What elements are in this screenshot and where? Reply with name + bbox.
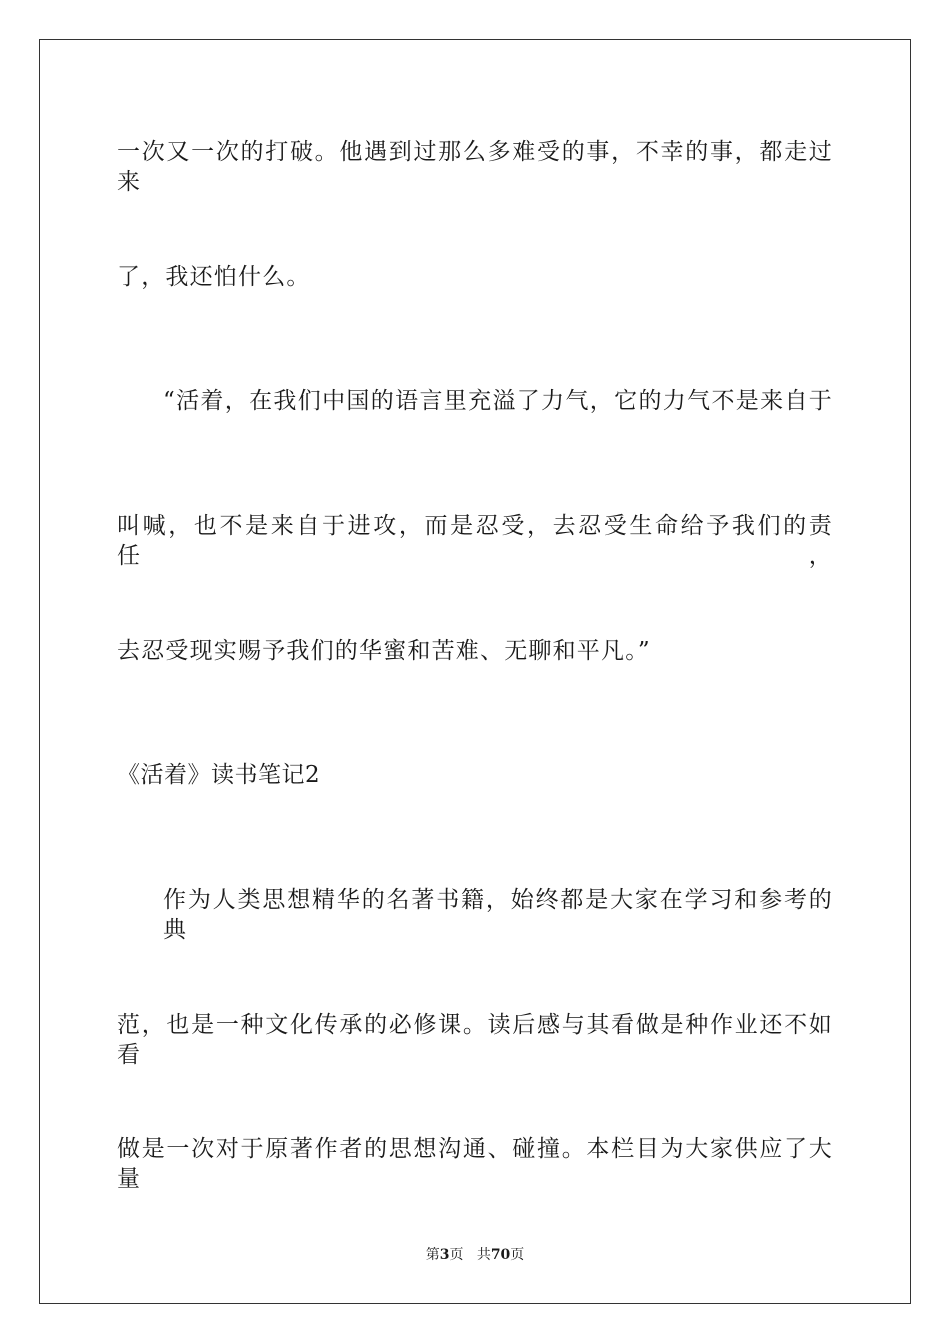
page-frame	[39, 39, 911, 1304]
paragraph-line: 范，也是一种文化传承的必修课。读后感与其看做是种作业还不如看	[117, 1012, 833, 1068]
paragraph-line: 叫喊，也不是来自于进攻，而是忍受，去忍受生命给予我们的责任，	[117, 513, 833, 569]
paragraph-line: 做是一次对于原著作者的思想沟通、碰撞。本栏目为大家供应了大量	[117, 1136, 833, 1192]
footer-page-suffix: 页	[449, 1247, 464, 1263]
page-footer	[0, 1245, 950, 1265]
paragraph-line: 作为人类思想精华的名著书籍，始终都是大家在学习和参考的典	[163, 887, 833, 943]
footer-page-prefix: 第	[425, 1247, 440, 1263]
paragraph-line: 一次又一次的打破。他遇到过那么多难受的事，不幸的事，都走过来	[117, 139, 833, 195]
paragraph-line: 了，我还怕什么。	[117, 264, 311, 290]
footer-total-number: 70	[490, 1247, 511, 1263]
footer-page-number: 3	[439, 1247, 450, 1263]
footer-total-suffix: 页	[510, 1247, 525, 1263]
paragraph-line: 去忍受现实赐予我们的华蜜和苦难、无聊和平凡。”	[117, 638, 651, 664]
footer-total-prefix: 共	[476, 1247, 491, 1263]
paragraph-line: “活着，在我们中国的语言里充溢了力气，它的力气不是来自于	[163, 388, 833, 414]
section-heading: 《活着》读书笔记2	[117, 762, 321, 788]
